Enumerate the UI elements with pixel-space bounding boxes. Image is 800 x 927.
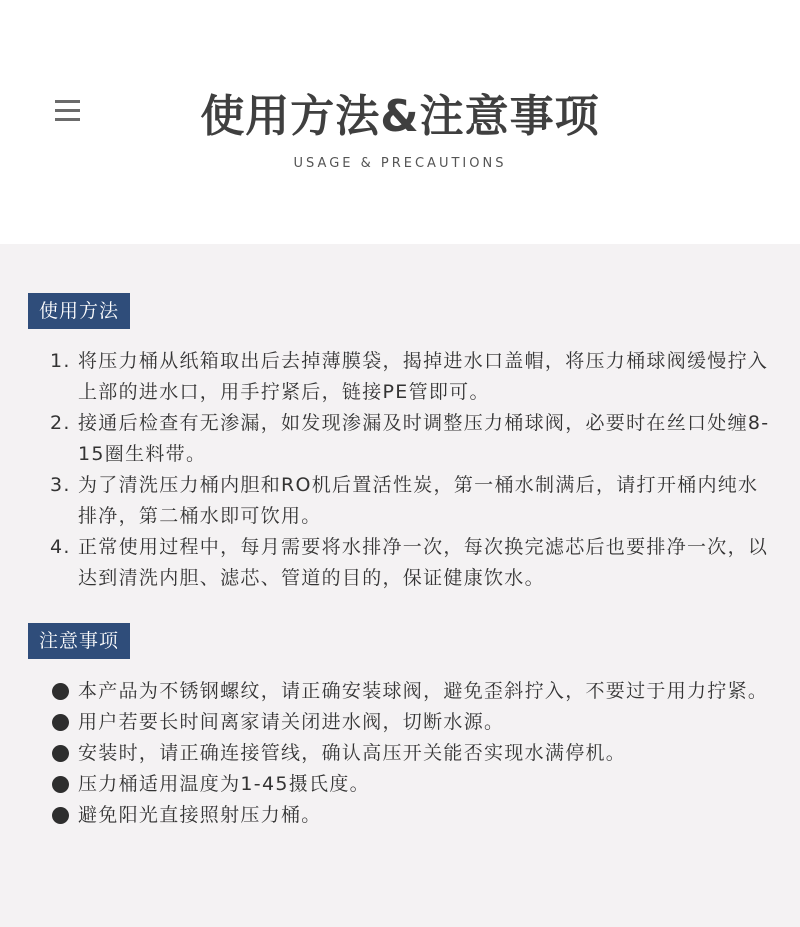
precaution-item-text: 本产品为不锈钢螺纹，请正确安装球阀，避免歪斜拧入，不要过于用力拧紧。 [78, 680, 769, 702]
usage-item [50, 408, 775, 470]
bullet-dot-icon [52, 683, 69, 700]
usage-item-number: 3. [50, 474, 71, 496]
usage-section-heading: 使用方法 [28, 293, 130, 329]
precaution-item [50, 738, 775, 769]
page-subtitle: USAGE & PRECAUTIONS [293, 156, 507, 171]
precaution-item-text: 避免阳光直接照射压力桶。 [78, 804, 322, 826]
precaution-item [50, 769, 775, 800]
precaution-item [50, 676, 775, 707]
usage-item-number: 4. [50, 536, 71, 558]
bullet-dot-icon [52, 714, 69, 731]
usage-item-number: 1. [50, 350, 71, 372]
bullet-dot-icon [52, 745, 69, 762]
usage-item-number: 2. [50, 412, 71, 434]
usage-item-text: 为了清洗压力桶内胆和RO机后置活性炭，第一桶水制满后，请打开桶内纯水排净，第二桶水即可饮用。 [78, 474, 759, 527]
usage-item-text: 正常使用过程中，每月需要将水排净一次，每次换完滤芯后也要排净一次，以达到清洗内胆、滤芯、管道的目的，保证健康饮水。 [78, 536, 769, 589]
precautions-section-heading: 注意事项 [28, 623, 130, 659]
page-title: 使用方法&注意事项 [200, 91, 600, 142]
usage-list [50, 346, 775, 594]
header [0, 0, 800, 244]
bullet-dot-icon [52, 807, 69, 824]
precaution-item [50, 800, 775, 831]
precaution-item-text: 安装时，请正确连接管线，确认高压开关能否实现水满停机。 [78, 742, 627, 764]
usage-item [50, 532, 775, 594]
precautions-list [50, 676, 775, 831]
precaution-item-text: 压力桶适用温度为1-45摄氏度。 [78, 773, 370, 795]
content-area [0, 244, 800, 927]
precaution-item-text: 用户若要长时间离家请关闭进水阀，切断水源。 [78, 711, 505, 733]
precaution-item [50, 707, 775, 738]
usage-item-text: 接通后检查有无渗漏，如发现渗漏及时调整压力桶球阀，必要时在丝口处缠8-15圈生料带。 [78, 412, 770, 465]
usage-item [50, 470, 775, 532]
usage-item-text: 将压力桶从纸箱取出后去掉薄膜袋，揭掉进水口盖帽，将压力桶球阀缓慢拧入上部的进水口，用手拧紧后，链接PE管即可。 [78, 350, 769, 403]
bullet-dot-icon [52, 776, 69, 793]
usage-item [50, 346, 775, 408]
